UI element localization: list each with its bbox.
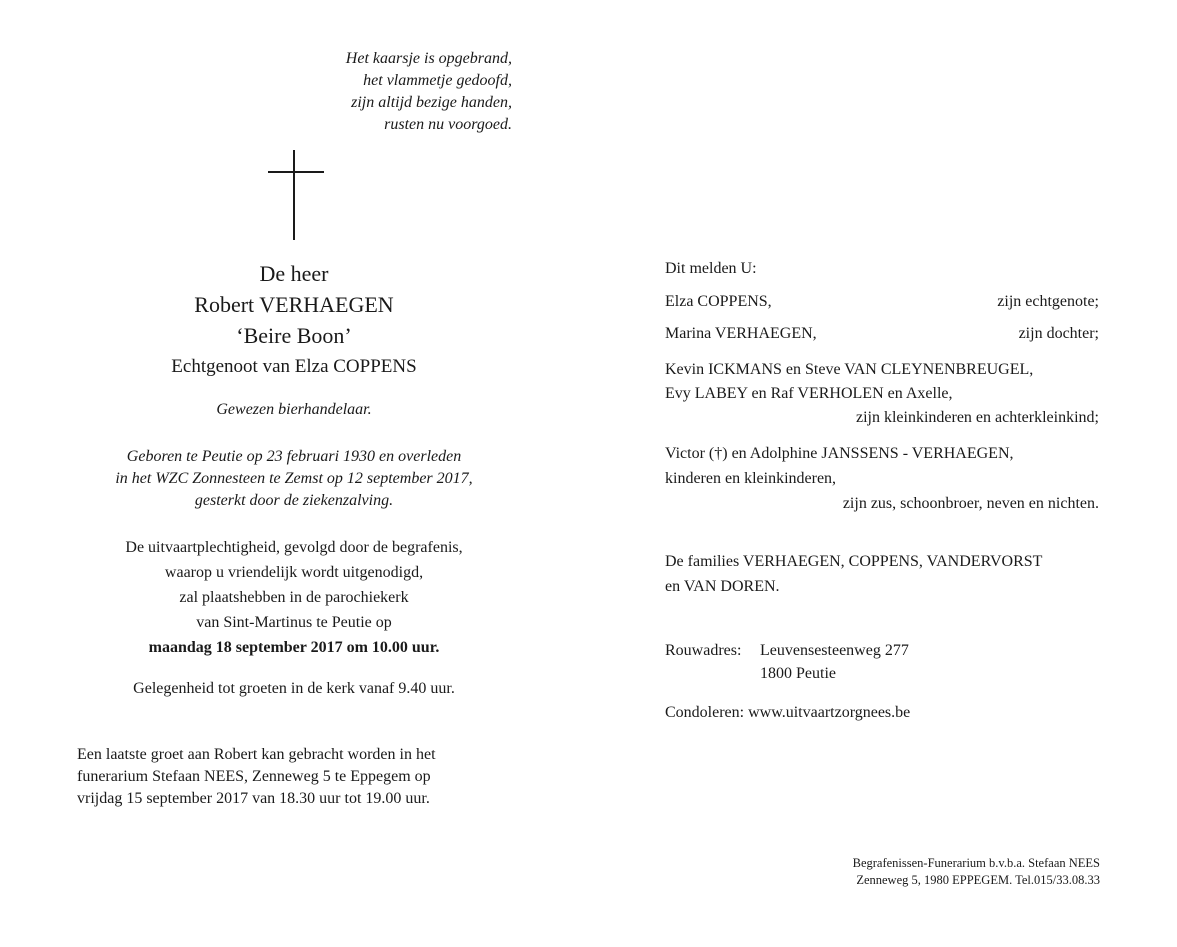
daughter-relation: zijn dochter; <box>1018 325 1099 342</box>
spouse-row <box>665 293 1099 311</box>
occupation: Gewezen bierhandelaar. <box>216 401 372 418</box>
ceremony-line: De uitvaartplechtigheid, gevolgd door de begrafenis, <box>125 539 463 556</box>
grandchildren-line: Evy LABEY en Raf VERHOLEN en Axelle, <box>665 385 953 402</box>
nickname: ‘Beire Boon’ <box>236 323 352 348</box>
ceremony-line: van Sint-Martinus te Peutie op <box>196 614 392 631</box>
sister-block <box>665 441 1099 516</box>
spouse-name: Elza COPPENS, <box>665 293 772 310</box>
poem <box>300 48 512 136</box>
sister-line: kinderen en kleinkinderen, <box>665 470 837 487</box>
undertaker-info <box>700 855 1100 889</box>
funerarium-line: Een laatste groet aan Robert kan gebracht worden in het <box>77 746 436 763</box>
announcement-intro: Dit melden U: <box>665 260 757 277</box>
poem-line: het vlammetje gedoofd, <box>363 72 512 89</box>
poem-line: zijn altijd bezige handen, <box>351 94 512 111</box>
undertaker-line: Zenneweg 5, 1980 EPPEGEM. Tel.015/33.08.33 <box>856 873 1100 887</box>
birth-death-info <box>60 446 528 512</box>
grandchildren-block <box>665 358 1099 430</box>
families-line: en VAN DOREN. <box>665 578 780 595</box>
grandchildren-relation: zijn kleinkinderen en achterkleinkind; <box>855 409 1099 426</box>
birth-death-line: in het WZC Zonnesteen te Zemst op 12 september 2017, <box>115 470 473 487</box>
condolence-link: Condoleren: www.uitvaartzorgnees.be <box>665 704 911 721</box>
spouse-line: Echtgenoot van Elza COPPENS <box>171 356 417 377</box>
birth-death-line: gesterkt door de ziekenzalving. <box>194 492 394 509</box>
mourning-address <box>665 639 1099 685</box>
families-line: De families VERHAEGEN, COPPENS, VANDERVORST <box>665 553 1043 570</box>
cross-icon <box>268 150 324 240</box>
poem-line: rusten nu voorgoed. <box>384 116 512 133</box>
birth-death-line: Geboren te Peutie op 23 februari 1930 en overleden <box>126 448 462 465</box>
funerarium-line: funerarium Stefaan NEES, Zenneweg 5 te Eppegem op <box>77 768 431 785</box>
funerarium-visit <box>77 744 547 810</box>
ceremony-line: waarop u vriendelijk wordt uitgenodigd, <box>164 564 424 581</box>
daughter-name: Marina VERHAEGEN, <box>665 325 817 342</box>
address-label: Rouwadres: <box>665 642 742 659</box>
ceremony-line: zal plaatshebben in de parochiekerk <box>179 589 409 606</box>
daughter-row <box>665 325 1099 343</box>
greeting-info: Gelegenheid tot groeten in de kerk vanaf 9.40 uur. <box>133 680 455 697</box>
sister-relation: zijn zus, schoonbroer, neven en nichten. <box>842 495 1099 512</box>
deceased-title <box>60 258 528 351</box>
ceremony-info <box>60 535 528 660</box>
ceremony-date-time: maandag 18 september 2017 om 10.00 uur. <box>148 639 440 656</box>
address-line: 1800 Peutie <box>760 665 836 682</box>
salutation: De heer <box>259 261 329 286</box>
address-line: Leuvensesteenweg 277 <box>760 642 909 659</box>
funerarium-line: vrijdag 15 september 2017 van 18.30 uur tot 19.00 uur. <box>77 790 430 807</box>
undertaker-line: Begrafenissen-Funerarium b.v.b.a. Stefaan NEES <box>852 856 1100 870</box>
deceased-name: Robert VERHAEGEN <box>194 292 394 317</box>
grandchildren-line: Kevin ICKMANS en Steve VAN CLEYNENBREUGEL, <box>665 361 1034 378</box>
poem-line: Het kaarsje is opgebrand, <box>345 50 512 67</box>
families-block <box>665 549 1099 599</box>
spouse-relation: zijn echtgenote; <box>997 293 1099 310</box>
sister-line: Victor (†) en Adolphine JANSSENS - VERHAEGEN, <box>665 445 1014 462</box>
